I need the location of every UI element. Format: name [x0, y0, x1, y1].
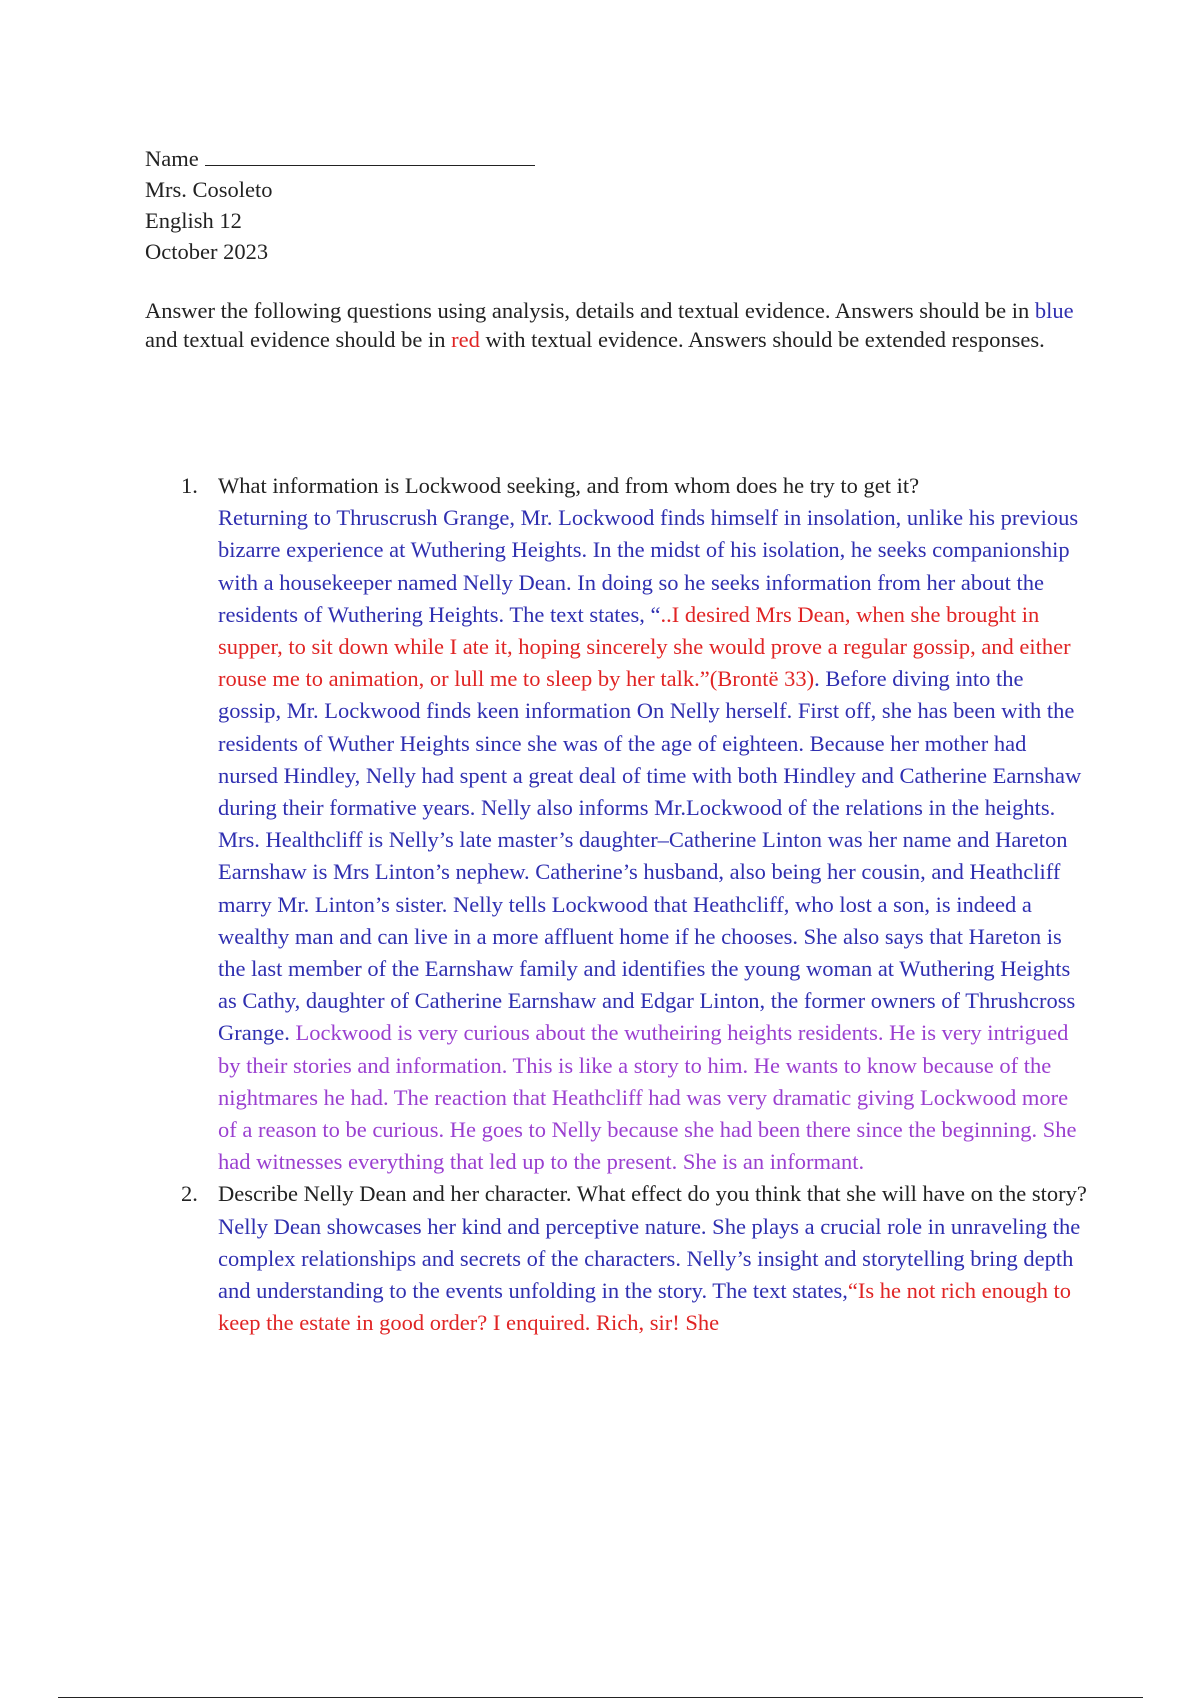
- student-header: [145, 143, 535, 267]
- teacher-name: Mrs. Cosoleto: [145, 177, 273, 202]
- answer-paragraph: [218, 1211, 1090, 1340]
- question-item: [145, 1178, 1090, 1339]
- instructions-text-2: and textual evidence should be in: [145, 326, 452, 352]
- question-item: [145, 470, 1090, 1178]
- question-number: 1.: [181, 473, 198, 498]
- name-label: Name: [145, 146, 199, 171]
- question-prompt: What information is Lockwood seeking, and from whom does he try to get it?: [218, 473, 920, 498]
- answer-text: . Before diving into the gossip, Mr. Lockwood finds keen information On Nelly herself. First off, she has been with the residents of Wuther Heights since she was of the age of eighteen. Because her mother had nursed Hindley, Nelly had spent a great deal of time with both Hindley and Catherine Earnshaw during their formative years. Nelly also informs Mr.Lockwood of the relations in the heights. Mrs. Healthcliff is Nelly’s late master’s daughter–Catherine Linton was her name and Hareton Earnshaw is Mrs Linton’s nephew. Catherine’s husband, also being her cousin, and Heathcliff marry Mr. Linton’s sister. Nelly tells Lockwood that Heathcliff, who lost a son, is indeed a wealthy man and can live in a more affluent home if he chooses. She also says that Hareton is the last member of the Earnshaw family and identifies the young woman at Wuthering Heights as Cathy, daughter of Catherine Earnshaw and Edgar Linton, the former owners of Thrushcross Grange.: [218, 666, 1082, 1046]
- textual-evidence: “Is he not rich enough to keep the estate in good order? I enquired. Rich, sir! She: [218, 1278, 1071, 1336]
- page-bottom-rule: [58, 1697, 1143, 1698]
- answer-comment: Lockwood is very curious about the wutheiring heights residents. He is very intrigued by their stories and information. This is like a story to him. He wants to know because of the nightmares he had. The reaction that Heathcliff had was very dramatic giving Lockwood more of a reason to be curious. He goes to Nelly because she had been there since the beginning. She had witnesses everything that led up to the present. She is an informant.: [218, 1020, 1077, 1175]
- assignment-date: October 2023: [145, 239, 269, 264]
- instructions-paragraph: [145, 297, 1085, 354]
- name-row: [145, 143, 535, 174]
- instructions-red-word: red: [451, 326, 480, 352]
- question-prompt: Describe Nelly Dean and her character. What effect do you think that she will have on the story?: [218, 1181, 1087, 1207]
- instructions-text-1: Answer the following questions using analysis, details and textual evidence. Answers should be in: [145, 298, 1035, 323]
- questions-list: [145, 470, 1090, 1339]
- name-blank-line: [205, 145, 535, 166]
- instructions-text-3: with textual evidence. Answers should be extended responses.: [479, 326, 1045, 352]
- instructions-blue-word: blue: [1034, 298, 1074, 323]
- textual-evidence: ..I desired Mrs Dean, when she brought in supper, to sit down while I ate it, hoping sincerely she would prove a regular gossip, and either rouse me to animation, or lull me to sleep by her talk.”(Brontë 33): [218, 601, 1071, 692]
- question-number: 2.: [181, 1181, 198, 1207]
- answer-text: Returning to Thruscrush Grange, Mr. Lockwood finds himself in insolation, unlike his previous bizarre experience at Wuthering Heights. In the midst of his isolation, he seeks companionship with a housekeeper named Nelly Dean. In doing so he seeks information from her about the residents of Wuthering Heights. The text states, “: [218, 505, 1079, 627]
- course-name: English 12: [145, 208, 242, 233]
- answer-paragraph: [218, 502, 1090, 1178]
- answer-text: Nelly Dean showcases her kind and perceptive nature. She plays a crucial role in unraveling the complex relationships and secrets of the characters. Nelly’s insight and storytelling bring depth and understanding to the events unfolding in the story. The text states,: [218, 1213, 1081, 1304]
